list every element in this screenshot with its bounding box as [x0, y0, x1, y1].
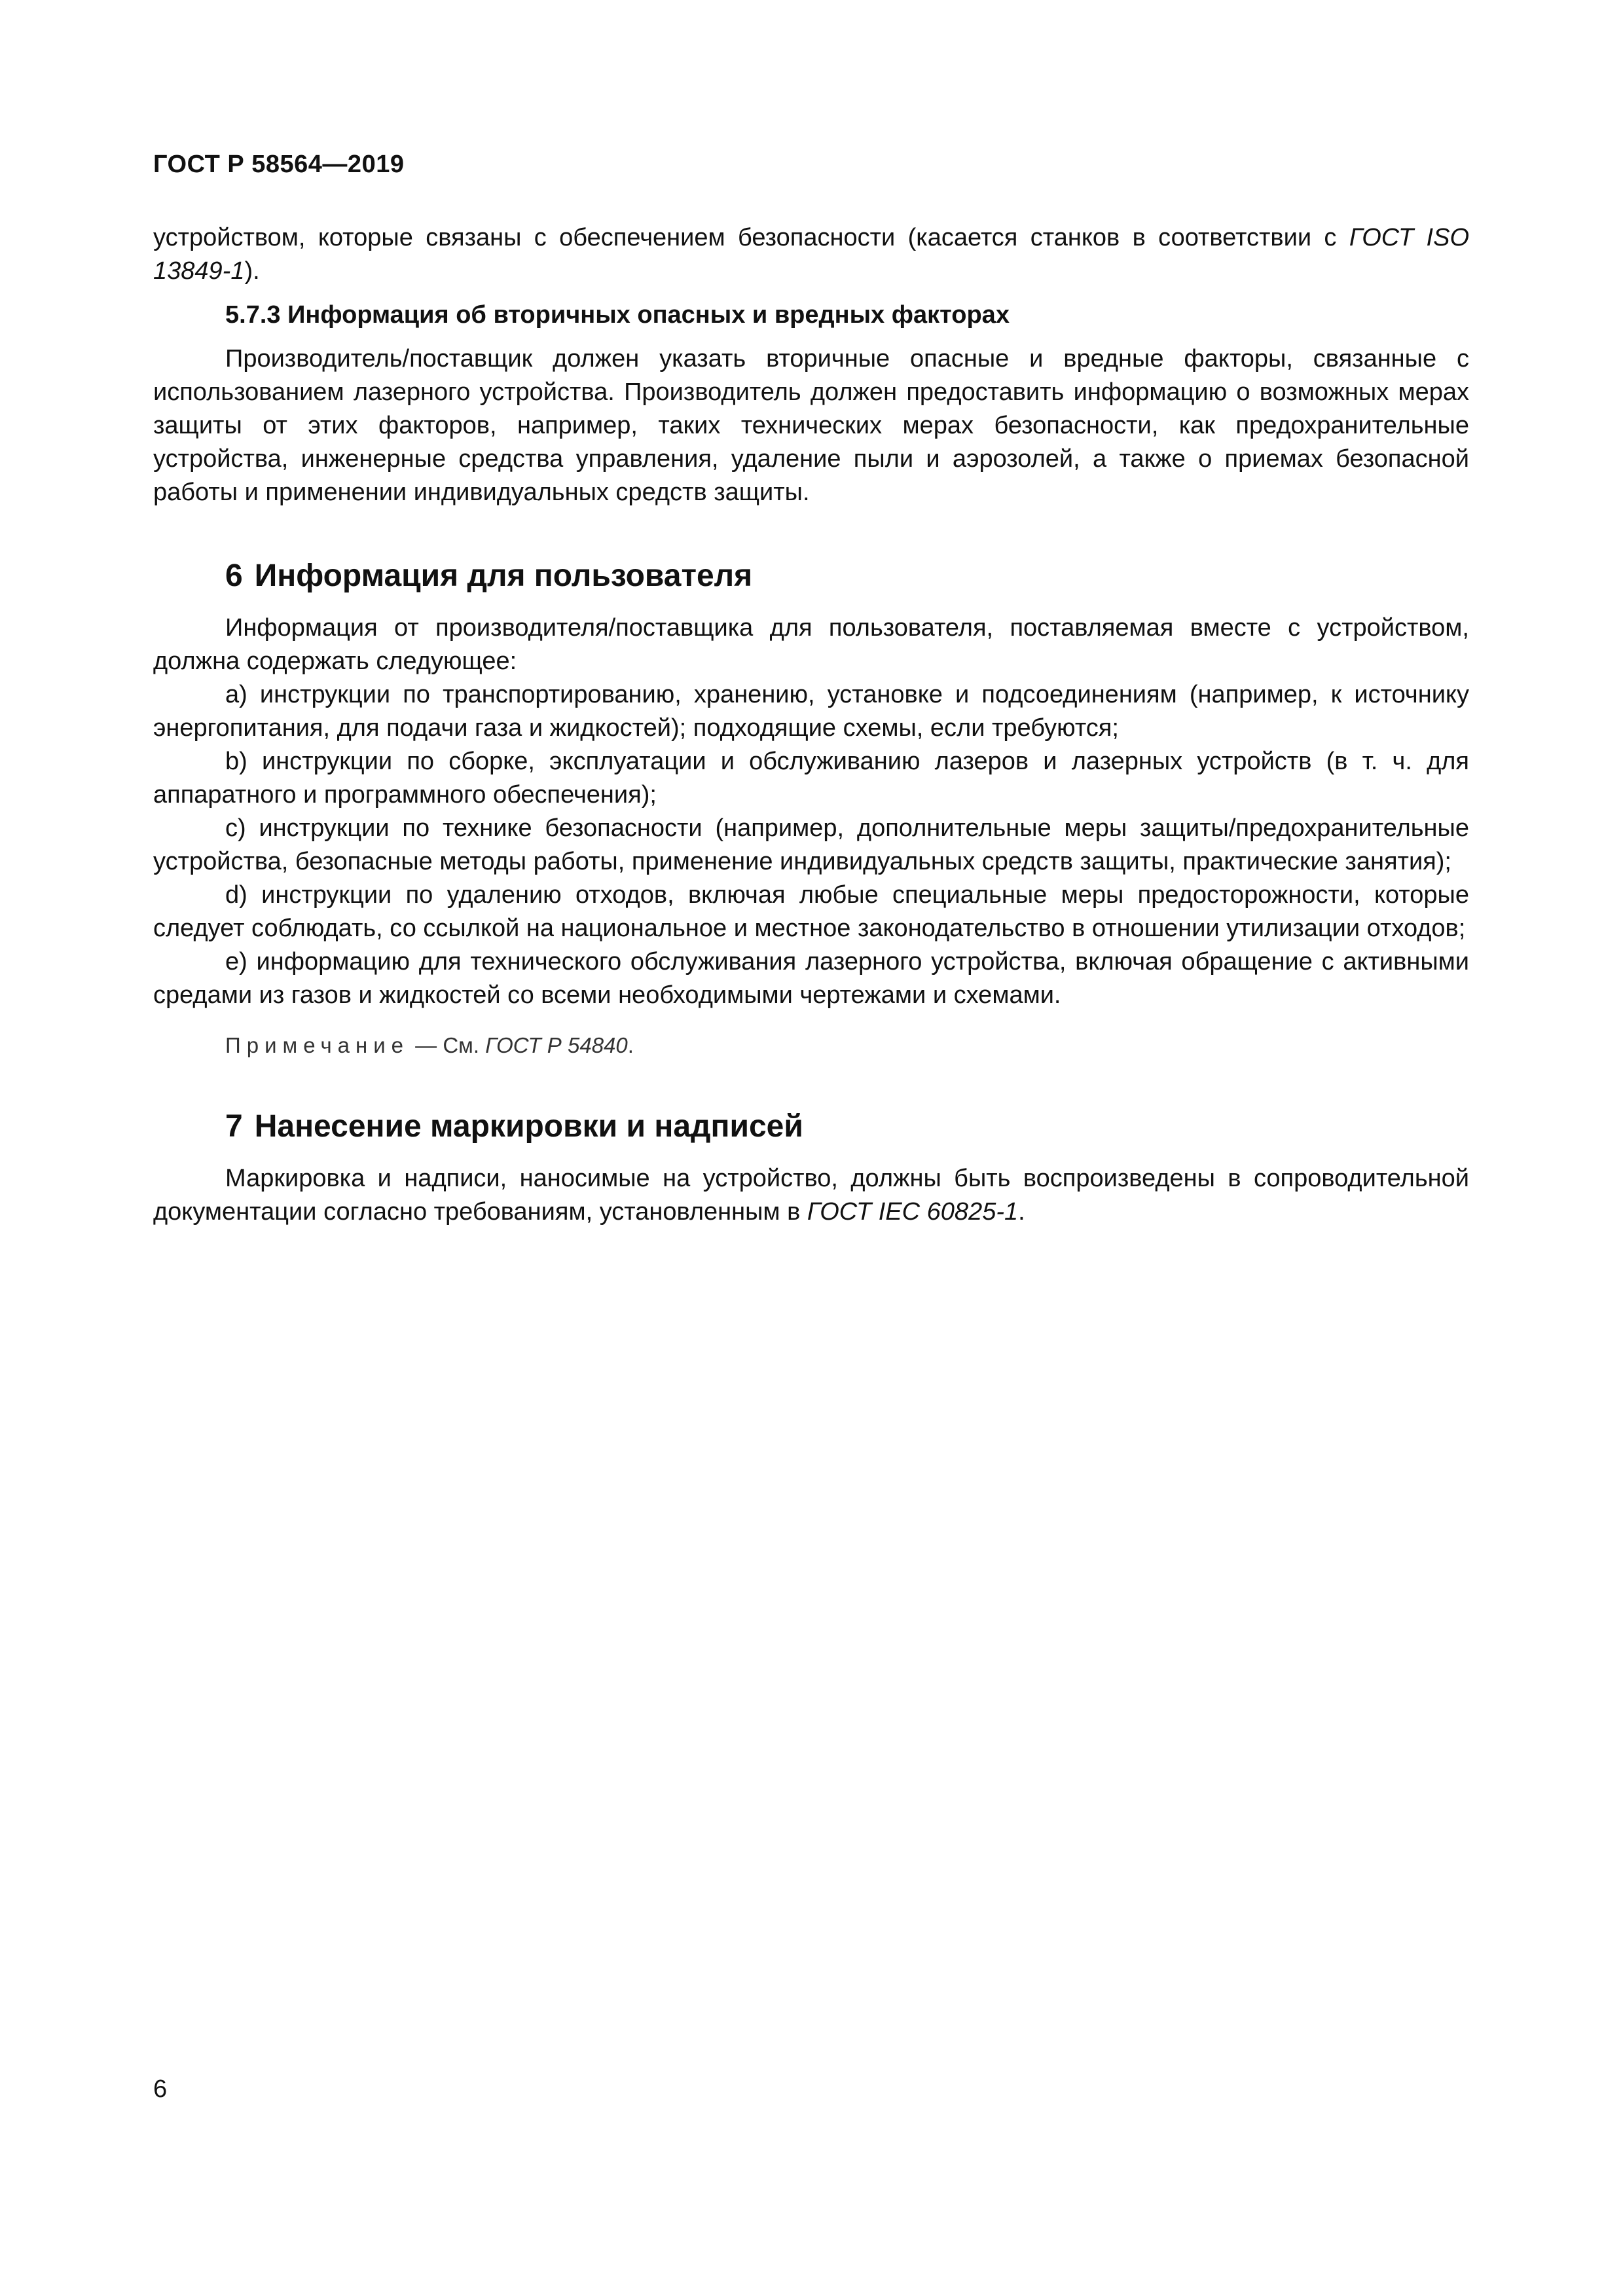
- section-title: Информация для пользователя: [254, 558, 753, 593]
- gost-iso-13849-reference: ГОСТ ISO 13849-1: [153, 224, 1469, 285]
- note-end: .: [627, 1033, 634, 1057]
- gost-r-54840-reference: ГОСТ Р 54840: [485, 1033, 628, 1057]
- list-item-c: c) инструкции по технике безопасности (например, дополнительные меры защиты/предохранительные устройства, безопасные методы работы, применение индивидуальных средств защиты, практические занятия);: [153, 814, 1469, 875]
- continuation-end: ).: [244, 257, 260, 285]
- section-6-heading: [153, 556, 1469, 596]
- list-item-d: d) инструкции по удалению отходов, включая любые специальные меры предосторожности, которые следует соблюдать, со ссылкой на национальное и местное законодательство в отношении утилизации отходов;: [153, 881, 1469, 942]
- section-6-intro: Информация от производителя/поставщика для пользователя, поставляемая вместе с устройством, должна содержать следующее:: [153, 614, 1469, 675]
- subsection-5-7-3-heading: [153, 299, 1469, 332]
- gost-iec-60825-reference: ГОСТ IEC 60825-1: [807, 1198, 1019, 1226]
- document-code-header: ГОСТ Р 58564—2019: [153, 151, 405, 178]
- section-7-text: Маркировка и надписи, наносимые на устройство, должны быть воспроизведены в сопроводительной документации согласно требованиям, установленным в: [153, 1165, 1469, 1226]
- section-title: Нанесение маркировки и надписей: [254, 1109, 803, 1144]
- list-item-b: b) инструкции по сборке, эксплуатации и обслуживанию лазеров и лазерных устройств (в т. ч. для аппаратного и программного обеспечения);: [153, 748, 1469, 809]
- page-number: 6: [153, 2075, 168, 2103]
- section-number: 7: [225, 1109, 243, 1144]
- section-7-end: .: [1018, 1198, 1025, 1226]
- list-item-a: a) инструкции по транспортированию, хранению, установке и подсоединениям (например, к источнику энергопитания, для подачи газа и жидкостей); подходящие схемы, если требуются;: [153, 681, 1469, 742]
- section-7-heading: [153, 1107, 1469, 1146]
- subsection-5-7-3-body: Производитель/поставщик должен указать вторичные опасные и вредные факторы, связанные с использованием лазерного устройства. Производитель должен предоставить информацию о возможных мерах защиты от этих факторов, например, таких технических мерах безопасности, как предохранительные устройства, инженерные средства управления, удаление пыли и аэрозолей, а также о приемах безопасной работы и применении индивидуальных средств защиты.: [153, 345, 1469, 506]
- note: [153, 1030, 1469, 1060]
- subsection-title: Информация об вторичных опасных и вредных факторах: [287, 301, 1010, 329]
- note-dash: — См.: [409, 1033, 486, 1057]
- continuation-text: устройством, которые связаны с обеспечением безопасности (касается станков в соответствии с: [153, 224, 1349, 251]
- continuation-paragraph: [153, 221, 1469, 288]
- document-body: [153, 221, 1469, 1229]
- section-7-body: [153, 1162, 1469, 1229]
- section-number: 6: [225, 558, 243, 593]
- note-label: Примечание: [225, 1033, 410, 1057]
- subsection-number: 5.7.3: [225, 301, 281, 329]
- list-item-e: e) информацию для технического обслуживания лазерного устройства, включая обращение с активными средами из газов и жидкостей со всеми необходимыми чертежами и схемами.: [153, 948, 1469, 1009]
